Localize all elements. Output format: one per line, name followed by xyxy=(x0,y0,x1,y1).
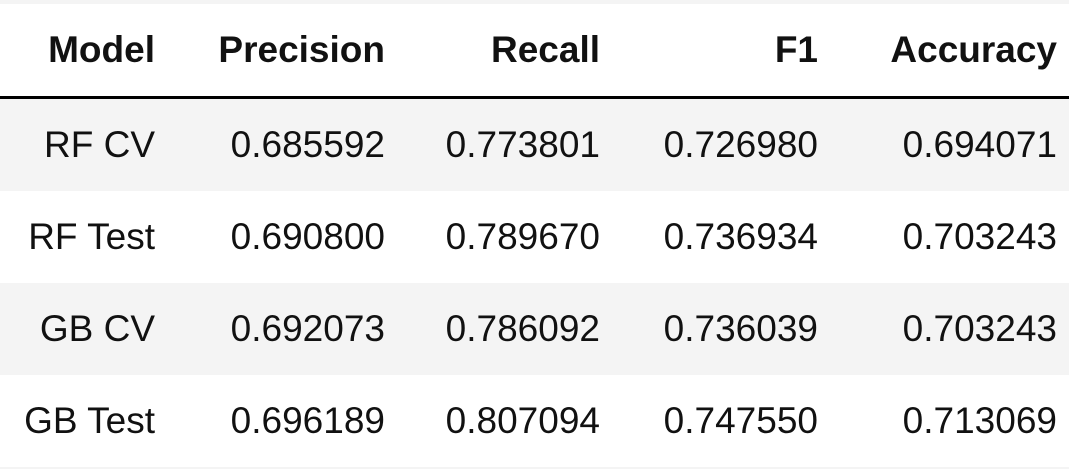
cell-model: RF Test xyxy=(0,191,167,283)
cell-f1: 0.747550 xyxy=(612,375,830,467)
metrics-table-container xyxy=(0,4,1069,467)
cell-recall: 0.807094 xyxy=(397,375,612,467)
cell-accuracy: 0.703243 xyxy=(830,191,1069,283)
cell-precision: 0.690800 xyxy=(167,191,397,283)
table-row xyxy=(0,375,1069,467)
table-body xyxy=(0,98,1069,468)
cell-f1: 0.736934 xyxy=(612,191,830,283)
header-row xyxy=(0,4,1069,98)
cell-accuracy: 0.703243 xyxy=(830,283,1069,375)
cell-model: GB CV xyxy=(0,283,167,375)
table-row xyxy=(0,283,1069,375)
header-accuracy: Accuracy xyxy=(830,4,1069,98)
header-recall: Recall xyxy=(397,4,612,98)
header-f1: F1 xyxy=(612,4,830,98)
cell-precision: 0.692073 xyxy=(167,283,397,375)
metrics-table xyxy=(0,4,1069,467)
cell-f1: 0.726980 xyxy=(612,98,830,192)
header-model: Model xyxy=(0,4,167,98)
cell-model: RF CV xyxy=(0,98,167,192)
cell-recall: 0.773801 xyxy=(397,98,612,192)
table-header xyxy=(0,4,1069,98)
cell-accuracy: 0.694071 xyxy=(830,98,1069,192)
header-precision: Precision xyxy=(167,4,397,98)
cell-model: GB Test xyxy=(0,375,167,467)
cell-f1: 0.736039 xyxy=(612,283,830,375)
cell-accuracy: 0.713069 xyxy=(830,375,1069,467)
cell-precision: 0.685592 xyxy=(167,98,397,192)
cell-recall: 0.789670 xyxy=(397,191,612,283)
cell-recall: 0.786092 xyxy=(397,283,612,375)
table-row xyxy=(0,98,1069,192)
table-row xyxy=(0,191,1069,283)
cell-precision: 0.696189 xyxy=(167,375,397,467)
